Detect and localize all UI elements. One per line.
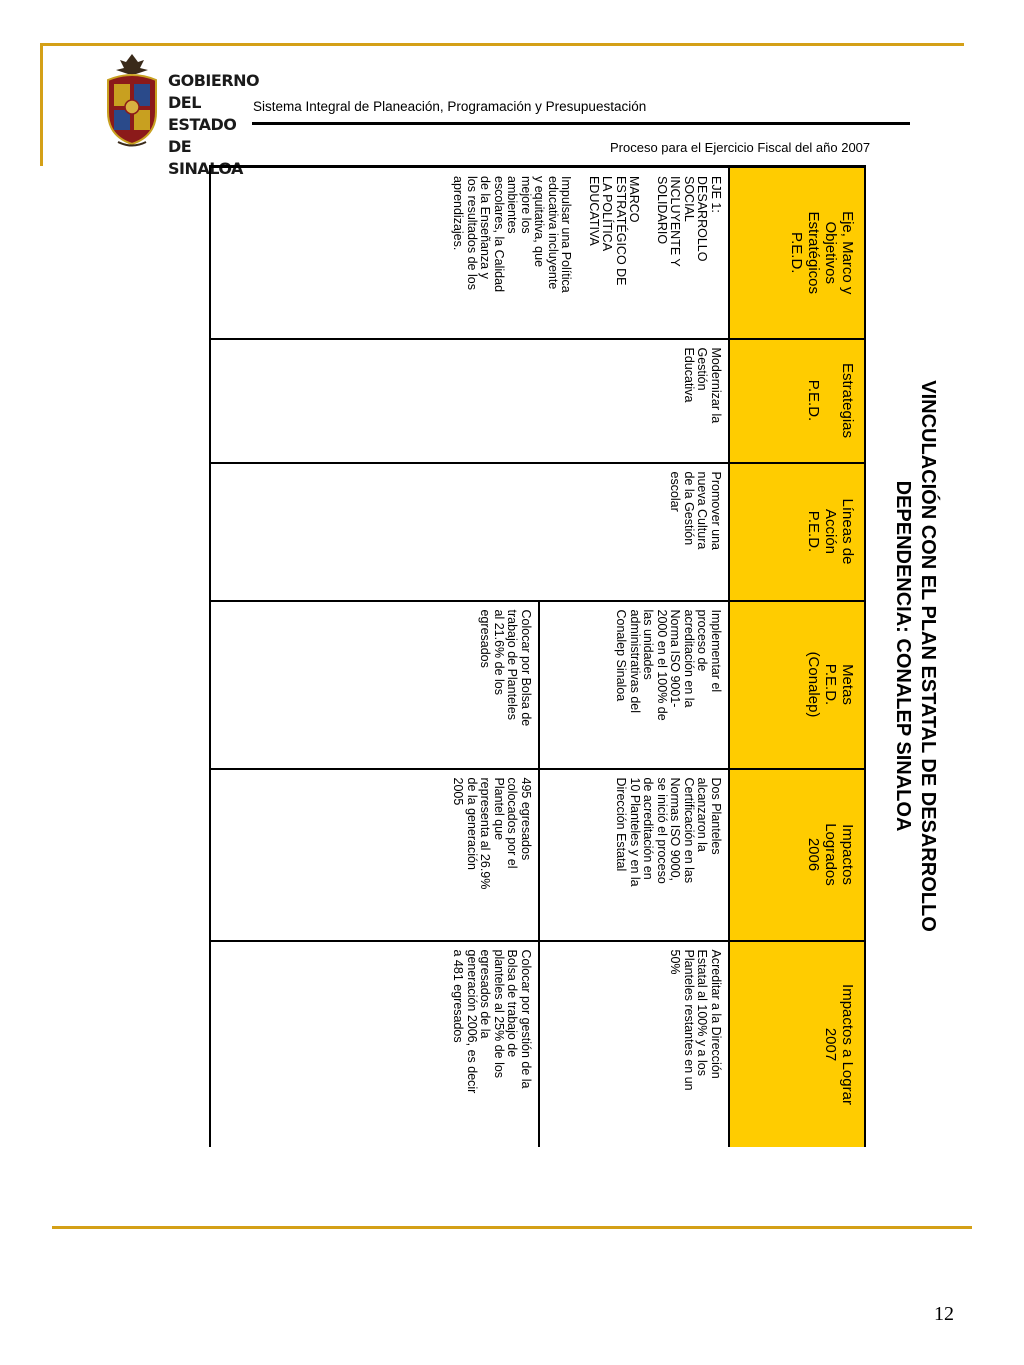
sinaloa-seal-icon bbox=[100, 50, 164, 150]
top-gold-rule bbox=[40, 43, 964, 46]
vinculacion-table bbox=[209, 165, 866, 1147]
cell-impactos-logrados-1: Dos Planteles alcanzaron la Certificación en las Normas ISO 9000, se inició el proceso de acreditación en 10 Planteles y en la Dirección Estatal bbox=[539, 769, 729, 941]
cell-impactos-lograr-2: Colocar por gestión de la Bolsa de trabajo de planteles al 25% de los egresados de la generación 2006, es decir a 481 egresados bbox=[210, 941, 539, 1148]
header-metas: Metas P.E.D. (Conalep) bbox=[729, 601, 865, 769]
logo-line-1: GOBIERNO bbox=[168, 71, 260, 90]
rotated-table-area bbox=[209, 165, 952, 1147]
cell-impactos-lograr-1: Acreditar a la Dirección Estatal al 100% y a los Planteles restantes en un 50% bbox=[539, 941, 729, 1148]
cell-metas-2: Colocar por Bolsa de trabajo de Planteles al 21.6% de los egresados bbox=[210, 601, 539, 769]
gobierno-logo bbox=[168, 70, 260, 180]
fiscal-year-line: Proceso para el Ejercicio Fiscal del año 2007 bbox=[610, 140, 871, 155]
header-lineas-accion: Líneas de Acción P.E.D. bbox=[729, 463, 865, 601]
table-header-row bbox=[729, 167, 865, 1148]
cell-eje-marco: EJE 1: DESARROLLO SOCIAL INCLUYENTE Y SOLIDARIO MARCO ESTRATÉGICO DE LA POLÍTICA EDUCATIVA Impulsar una Política educativa incluyente y equitativa, que mejore los ambientes escolares, la Calidad de la Enseñanza y los resultados de los aprendizajes. bbox=[210, 167, 729, 339]
logo-line-2: DEL ESTADO bbox=[168, 93, 237, 134]
table-title bbox=[865, 165, 952, 1147]
header-black-rule bbox=[252, 122, 910, 125]
logo-line-3: DE SINALOA bbox=[168, 137, 243, 178]
table-title-line-2: DEPENDENCIA: CONALEP SINALOA bbox=[892, 480, 914, 832]
header-estrategias: Estrategias P.E.D. bbox=[729, 339, 865, 463]
cell-metas-1: Implementar el proceso de acreditación en la Norma ISO 9001- 2000 en el 100% de las unidades administrativas del Conalep Sinaloa bbox=[539, 601, 729, 769]
page-number: 12 bbox=[934, 1303, 954, 1325]
bottom-gold-rule bbox=[52, 1226, 972, 1229]
rotated-table bbox=[209, 165, 952, 1147]
table-title-line-1: VINCULACIÓN CON EL PLAN ESTATAL DE DESARROLLO bbox=[917, 380, 939, 932]
header-impactos-lograr: Impactos a Lograr 2007 bbox=[729, 941, 865, 1148]
cell-estrategias: Modernizar la Gestión Educativa bbox=[210, 339, 729, 463]
header-eje-marco: Eje, Marco y Objetivos Estratégicos P.E.D. bbox=[729, 167, 865, 339]
header-impactos-logrados: Impactos Logrados 2006 bbox=[729, 769, 865, 941]
table-row bbox=[539, 167, 729, 1148]
system-title: Sistema Integral de Planeación, Programación y Presupuestación bbox=[253, 99, 647, 114]
cell-lineas-accion: Promover una nueva Cultura de la Gestión escolar bbox=[210, 463, 729, 601]
cell-impactos-logrados-2: 495 egresados colocados por el Plantel que representa al 26.9% de la generación 2005 bbox=[210, 769, 539, 941]
left-gold-rule bbox=[40, 43, 43, 166]
